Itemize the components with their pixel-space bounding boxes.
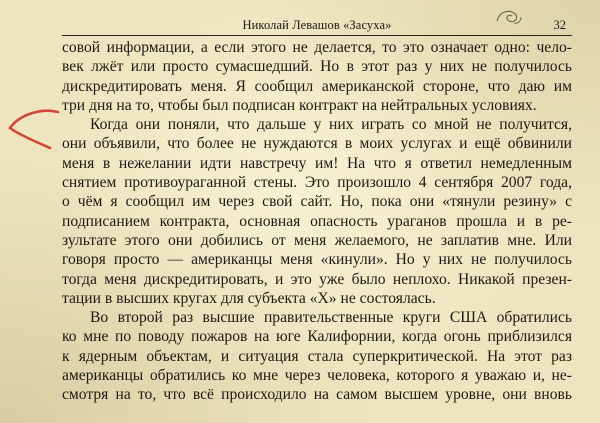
running-title: Николай Левашов «Засуха» <box>242 18 392 32</box>
text-line: век лжёт или просто сумасшедший. Но в этот раз у них не получилось <box>62 58 572 76</box>
text-line: Когда они поняли, что дальше у них играть со мной не получится, <box>90 116 572 134</box>
text-line: зультате этого они добились от меня желаемого, не заплатив мне. Или <box>62 231 572 249</box>
text-line: к ядерным объектам, и ситуация стала суперкритической. На этот раз <box>62 347 572 365</box>
text-line: ко мне по поводу пожаров на юге Калифорнии, когда огонь приблизился <box>62 328 572 346</box>
text-line: три дня на то, чтобы был подписан контракт на нейтральных условиях. <box>62 96 537 114</box>
text-line: о чём я сообщил им через свой сайт. Но, пока они «тянули резину» с <box>62 193 572 211</box>
text-line: меня в нежелании идти навстречу им! На что я ответил немедленным <box>62 154 572 172</box>
text-line: Во второй раз высшие правительственные круги США обратились <box>90 309 572 327</box>
text-line: совой информации, а если этого не делается, то это означает одно: чело- <box>62 39 572 56</box>
text-line: американцы обратились ко мне через человека, которого я уважаю и, не- <box>62 367 572 385</box>
text-line: тогда меня дискредитировать, и это уже было неплохо. Никакой презен- <box>62 270 572 288</box>
text-line: снятием противоураганной стены. Это произошло 4 сентября 2007 года, <box>62 174 572 192</box>
text-line: говоря просто — американцы меня «кинули». Но у них не получилось <box>62 251 572 269</box>
red-ink-bracket-icon <box>2 104 62 154</box>
text-line: смотря на то, что всё происходило на самом высшем уровне, они вновь <box>62 386 572 404</box>
text-line: дискредитировать меня. Я сообщил американской стороне, что даю им <box>62 77 572 95</box>
page-number: 32 <box>553 18 566 32</box>
running-header <box>62 17 572 36</box>
text-line: подписанием контракта, основная опасность ураганов прошла и в ре- <box>62 212 572 230</box>
text-line: тации в высших кругах для субъекта «X» не состоялась. <box>62 289 436 307</box>
text-line: они объявили, что более не нуждаются в моих услугах и ещё обвинили <box>62 135 572 153</box>
body-text <box>62 38 572 405</box>
